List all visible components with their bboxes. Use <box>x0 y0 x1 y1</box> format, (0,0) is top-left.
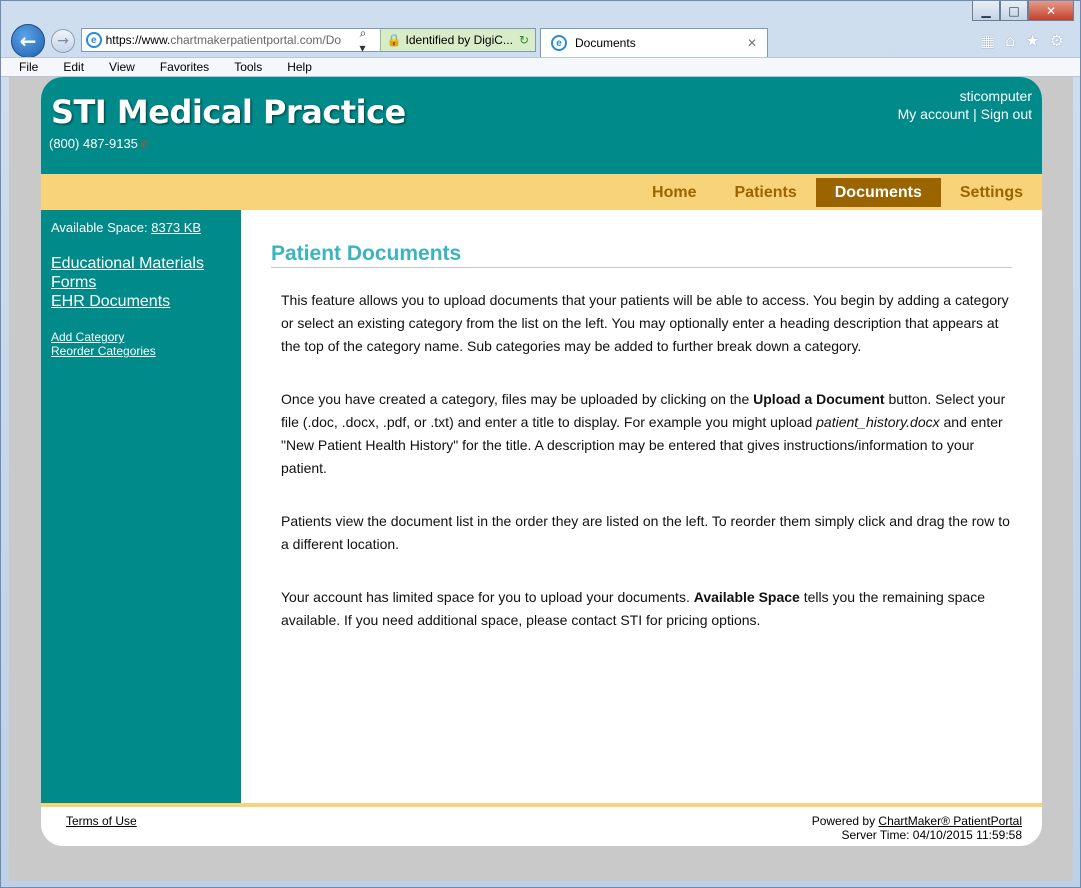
menu-help[interactable]: Help <box>287 60 312 74</box>
paragraph-space <box>281 586 1016 632</box>
tab-documents[interactable] <box>540 28 768 57</box>
powered-by-line <box>812 814 1022 828</box>
home-icon[interactable]: ⌂ <box>1005 31 1016 50</box>
paragraph-intro: This feature allows you to upload documents that your patients will be able to access. You begin by adding a category or select an existing category from the list on the left. You may optionally enter a heading description that appears at the top of the category name. Sub categories may be added to further break down a category. <box>281 292 1009 354</box>
menu-file[interactable]: File <box>19 60 39 74</box>
brand-link[interactable]: ChartMaker® PatientPortal <box>878 814 1022 828</box>
menu-bar <box>1 57 1080 77</box>
security-identity[interactable] <box>380 29 535 51</box>
tab-label: Documents <box>575 36 636 50</box>
search-icon[interactable]: ⌕ ▾ <box>359 25 367 55</box>
practice-phone <box>49 136 149 151</box>
portal-page <box>41 77 1042 846</box>
url-rest: chartmakerpatientportal.com/Do <box>170 33 342 47</box>
powered-by-text: Powered by <box>811 814 876 828</box>
menu-favorites[interactable]: Favorites <box>159 60 210 74</box>
page-viewport <box>9 77 1073 881</box>
paragraph-upload <box>281 388 1016 480</box>
main-nav <box>41 174 1042 210</box>
available-space-value[interactable]: 8373 KB <box>151 220 202 235</box>
title-bar <box>1 1 1080 57</box>
nav-documents[interactable]: Documents <box>816 178 941 207</box>
p4-text-c: tells you the remaining space available. If you need additional space, please contact STI for pricing options. <box>281 589 986 628</box>
add-category-link[interactable]: Add Category <box>51 330 125 344</box>
identity-text: Identified by DigiC... <box>405 33 513 47</box>
powered-by <box>812 814 1022 842</box>
category-educational-materials[interactable]: Educational Materials <box>51 255 204 272</box>
category-actions <box>51 330 241 358</box>
forward-arrow-icon[interactable]: → <box>51 29 75 53</box>
maximize-icon[interactable]: □ <box>1000 1 1028 21</box>
category-forms[interactable]: Forms <box>51 274 97 291</box>
menu-view[interactable]: View <box>109 60 135 74</box>
page-title: Patient Documents <box>271 242 1012 268</box>
menu-tools[interactable]: Tools <box>234 60 263 74</box>
available-space-label: Available Space: <box>51 220 148 235</box>
link-separator: | <box>973 106 977 122</box>
url-text[interactable] <box>106 33 356 47</box>
grid-icon[interactable]: ▦ <box>980 31 996 50</box>
address-bar[interactable] <box>81 25 536 55</box>
browser-toolbar-icons <box>980 31 1064 50</box>
main-content <box>241 210 1042 803</box>
lock-icon: 🔒 <box>386 33 402 47</box>
category-ehr-documents[interactable]: EHR Documents <box>51 293 171 310</box>
sign-out-link[interactable]: Sign out <box>980 106 1032 122</box>
refresh-icon[interactable]: ↻ <box>518 33 529 47</box>
minimize-icon[interactable]: ▁ <box>972 1 1000 21</box>
url-prefix: https://www. <box>105 33 171 47</box>
practice-name: STI Medical Practice <box>51 93 406 131</box>
phone-icon: ✆ <box>139 138 150 151</box>
nav-home[interactable]: Home <box>652 183 697 201</box>
nav-settings[interactable]: Settings <box>959 183 1023 201</box>
p2-text-c: button. Select your file (.doc, .docx, .pdf, or .txt) and enter a title to display. For example you might upload <box>281 391 1006 430</box>
ie-logo-icon: e <box>86 32 102 48</box>
reorder-categories-link[interactable]: Reorder Categories <box>51 344 156 358</box>
server-time: Server Time: 04/10/2015 11:59:58 <box>841 828 1022 842</box>
username: sticomputer <box>959 88 1032 104</box>
p4-text-a: Your account has limited space for you to upload your documents. <box>281 589 694 605</box>
p4-available-space: Available Space <box>693 589 800 605</box>
tab-close-icon[interactable]: ✕ <box>747 36 758 50</box>
gear-icon[interactable]: ⚙ <box>1049 31 1064 50</box>
p2-text-e: and enter "New Patient Health History" for the title. A description may be entered that gives instructions/information to your patient. <box>281 414 1003 476</box>
nav-patients[interactable]: Patients <box>734 183 797 201</box>
tab-favicon-icon: e <box>551 35 567 51</box>
back-arrow-icon[interactable]: ← <box>11 24 45 58</box>
terms-of-use-link[interactable]: Terms of Use <box>66 814 137 828</box>
window-controls <box>972 1 1074 21</box>
p2-text-a: Once you have created a category, files may be uploaded by clicking on the <box>281 391 754 407</box>
site-footer <box>41 803 1042 846</box>
p2-upload-button-name: Upload a Document <box>753 391 885 407</box>
user-box <box>898 87 1032 123</box>
sidebar <box>41 210 241 803</box>
help-text <box>281 289 1016 662</box>
star-icon[interactable]: ★ <box>1025 31 1040 50</box>
site-header <box>41 77 1042 174</box>
menu-edit[interactable]: Edit <box>63 60 85 74</box>
p2-example-filename: patient_history.docx <box>816 414 940 430</box>
my-account-link[interactable]: My account <box>897 106 970 122</box>
account-links <box>898 105 1032 123</box>
available-space <box>51 220 241 235</box>
close-icon[interactable]: ✕ <box>1028 1 1074 21</box>
paragraph-reorder: Patients view the document list in the order they are listed on the left. To reorder them simply click and drag the row to a different location. <box>281 513 1010 552</box>
phone-number: (800) 487-9135 <box>49 136 138 151</box>
